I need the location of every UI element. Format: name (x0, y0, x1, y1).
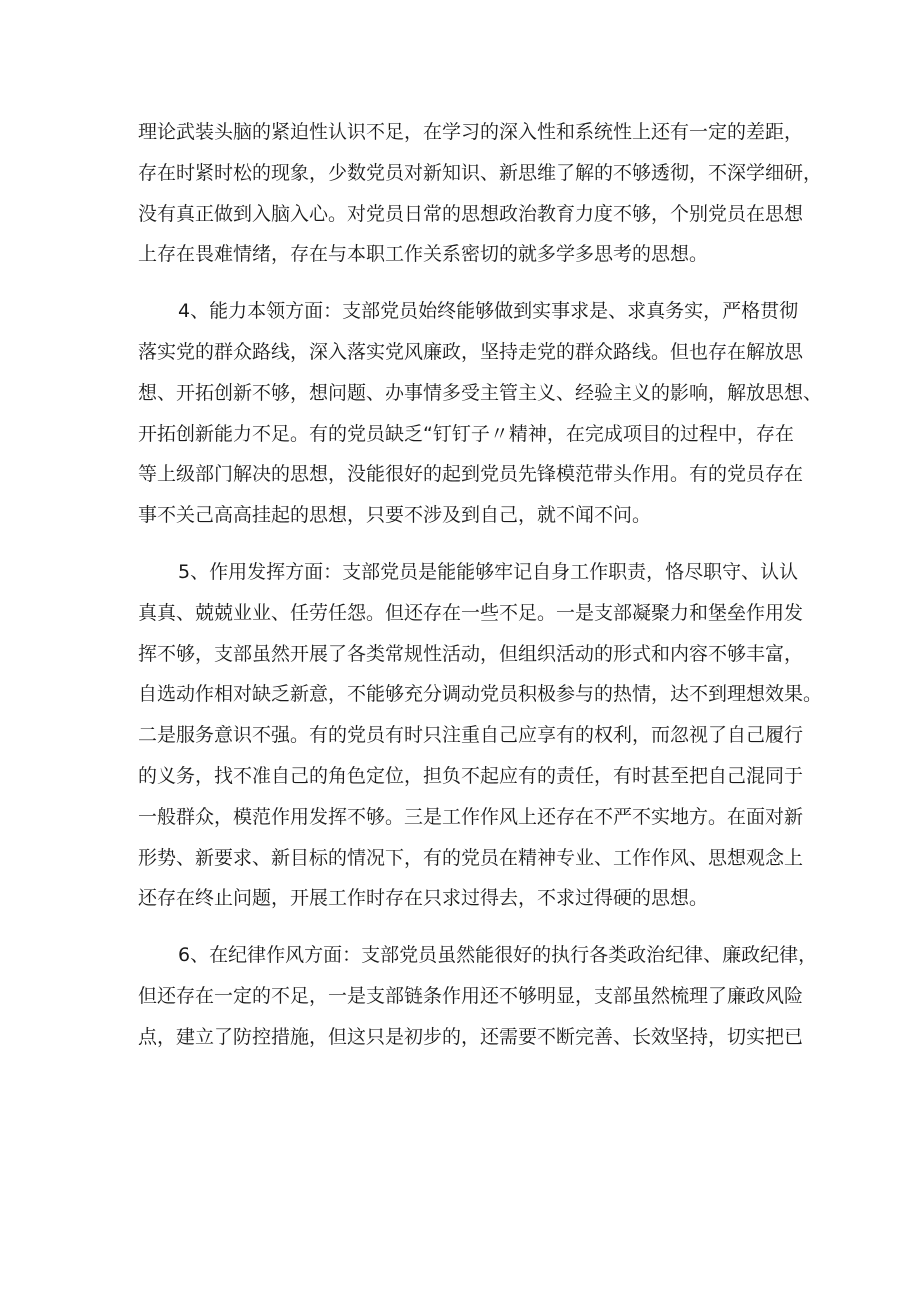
text-line: 理论武装头脑的紧迫性认识不足，在学习的深入性和系统性上还有一定的差距， (138, 121, 804, 143)
text-line: 事不关己高高挂起的思想，只要不涉及到自己，就不闻不问。 (138, 504, 652, 527)
text-line: 但还存在一定的不足，一是支部链条作用还不够明显，支部虽然梳理了廉政风险 (138, 984, 804, 1007)
text-line: 4、能力本领方面：支部党员始终能够做到实事求是、求真务实，严格贯彻 (178, 300, 799, 323)
text-line: 落实党的群众路线，深入落实党风廉政，坚持走党的群众路线。但也存在解放思 (138, 340, 804, 363)
paragraph-4 (138, 935, 818, 1057)
text-line: 存在时紧时松的现象，少数党员对新知识、新思维了解的不够透彻，不深学细研， (138, 161, 823, 184)
paragraph-spacer (138, 919, 788, 935)
text-line: 一般群众，模范作用发挥不够。三是工作作风上还存在不严不实地方。在面对新 (138, 805, 804, 828)
text-line: 没有真正做到入脑入心。对党员日常的思想政治教育力度不够，个别党员在思想 (138, 202, 804, 225)
text-line: 上存在畏难情绪，存在与本职工作关系密切的就多学多思考的思想。 (138, 243, 709, 266)
text-line: 5、作用发挥方面：支部党员是能能够牢记自身工作职责，恪尽职守、认认 (178, 560, 799, 583)
text-line: 开拓创新能力不足。有的党员缺乏“钉钉子〃精神，在完成项目的过程中，存在 (138, 422, 794, 445)
text-line: 想、开拓创新不够，想问题、办事情多受主管主义、经验主义的影响，解放思想、 (138, 381, 823, 404)
paragraph-1 (138, 112, 823, 275)
text-line: 二是服务意识不强。有的党员有时只注重自己应享有的权利，而忽视了自己履行 (138, 724, 804, 747)
document-body (138, 112, 823, 1058)
text-line: 6、在纪律作风方面：支部党员虽然能很好的执行各类政治纪律、廉政纪律， (178, 944, 818, 967)
text-line: 挥不够，支部虽然开展了各类常规性活动，但组织活动的形式和内容不够丰富， (138, 642, 804, 665)
text-line: 点，建立了防控措施，但这只是初步的，还需要不断完善、长效坚持，切实把已 (138, 1025, 804, 1048)
paragraph-spacer (138, 275, 788, 291)
paragraph-3 (138, 552, 823, 919)
paragraph-spacer (138, 536, 788, 552)
text-line: 还存在终止问题，开展工作时存在只求过得去，不求过得硬的思想。 (138, 887, 709, 910)
text-line: 等上级部门解决的思想，没能很好的起到党员先锋模范带头作用。有的党员存在 (138, 463, 804, 486)
text-line: 自选动作相对缺乏新意，不能够充分调动党员积极参与的热情，达不到理想效果。 (138, 683, 823, 706)
text-line: 真真、兢兢业业、任劳任怨。但还存在一些不足。一是支部凝聚力和堡垒作用发 (138, 601, 804, 624)
text-line: 形势、新要求、新目标的情况下，有的党员在精神专业、工作作风、思想观念上 (138, 846, 804, 869)
text-line: 的义务，找不准自己的角色定位，担负不起应有的责任，有时甚至把自己混同于 (138, 764, 804, 787)
paragraph-2 (138, 291, 823, 536)
